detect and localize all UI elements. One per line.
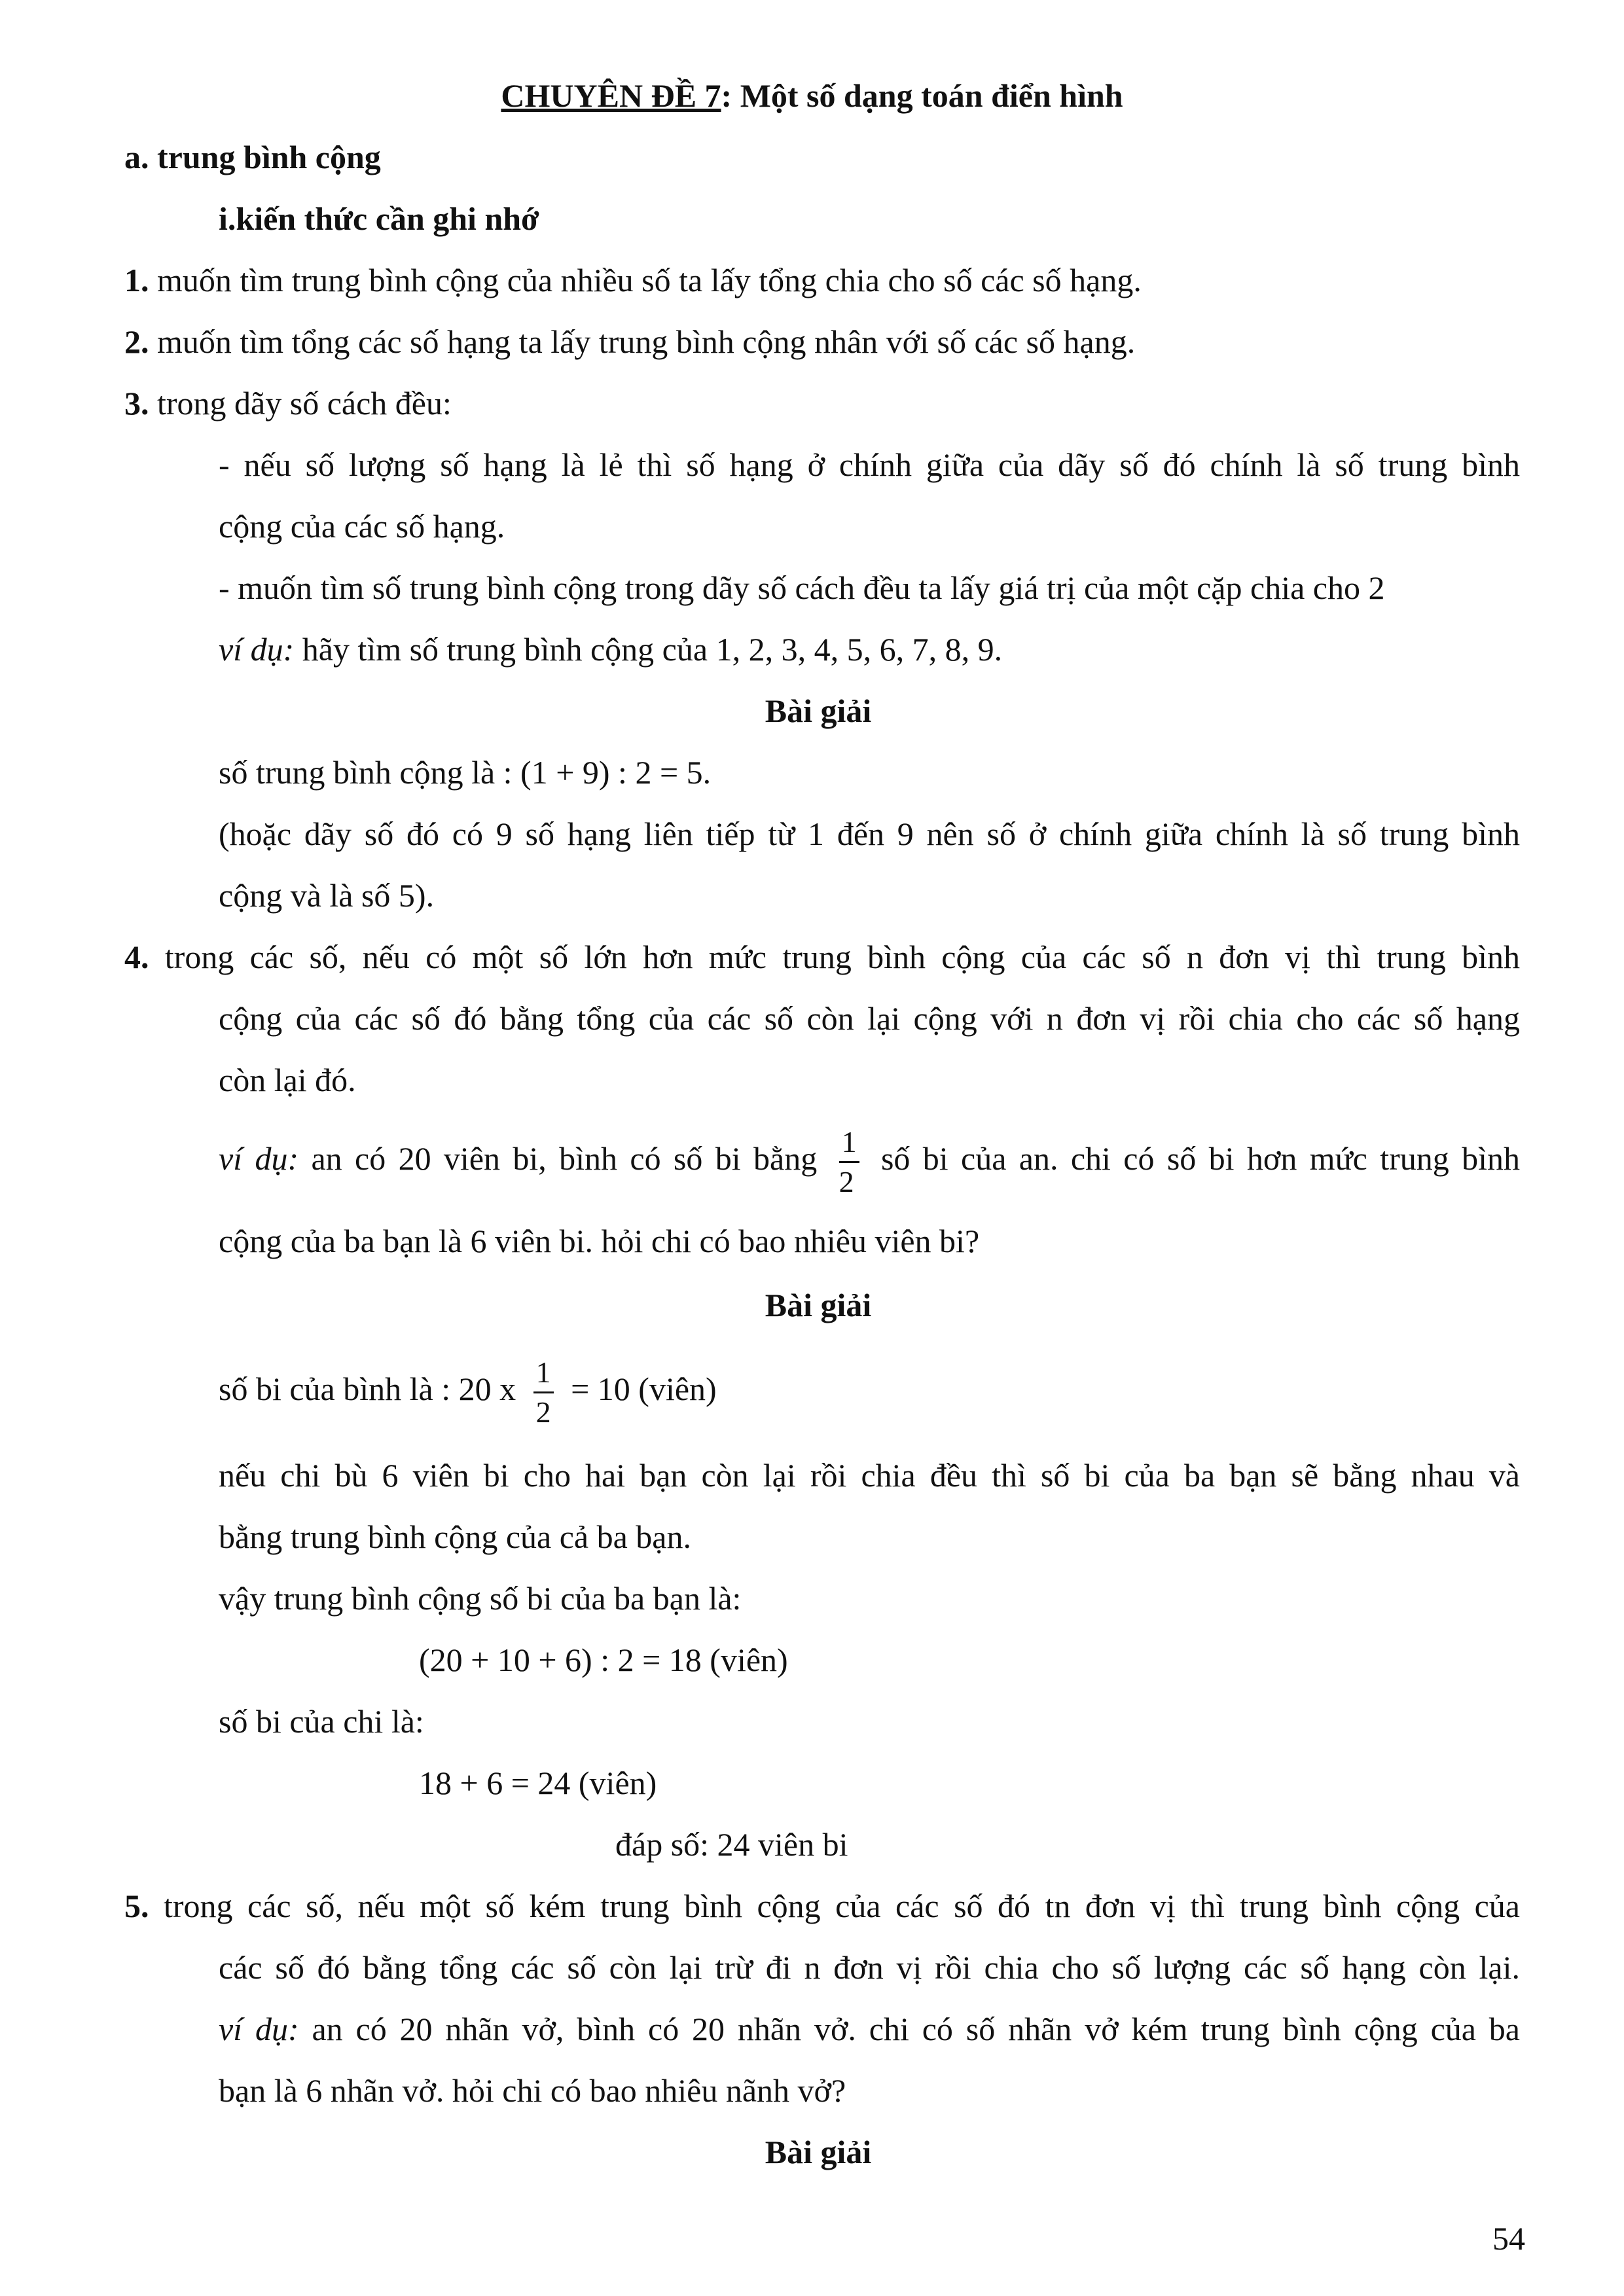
item-number: 3. [124,385,149,422]
item-text: trong các số, nếu một số kém trung bình cộng của các số đó tn đơn vị thì trung bình cộng của [149,1888,1520,1924]
fraction-denominator: 2 [839,1165,854,1199]
item-number: 5. [124,1888,149,1924]
item-text: trong dãy số cách đều: [149,385,452,422]
example-text: hãy tìm số trung bình cộng của 1, 2, 3, 4, 5, 6, 7, 8, 9. [294,631,1003,668]
example-label: ví dụ: [219,631,295,668]
example-label: ví dụ: [219,2011,299,2047]
fraction-one-half [533,1357,554,1427]
item4-solution-para-line1: nếu chi bù 6 viên bi cho hai bạn còn lại rồi chia đều thì số bi của ba bạn sẽ bằng nhau và [219,1457,1520,1494]
rule-item-1 [124,260,1142,300]
page-title [0,76,1624,115]
item3-solution-line1: số trung bình cộng là : (1 + 9) : 2 = 5. [219,754,712,791]
item4-chi-calculation: 18 + 6 = 24 (viên) [419,1765,657,1801]
example-text-after-fraction: số bi của an. chi có số bi hơn mức trung bình [880,1140,1521,1177]
item5-example-line2: bạn là 6 nhãn vở. hỏi chi có bao nhiêu nãnh vở? [219,2072,846,2109]
rule-item-4-line2: cộng của các số đó bằng tổng của các số còn lại cộng với n đơn vị rồi chia cho các số hạng [219,1000,1520,1037]
item4-solution-para-line2: bằng trung bình cộng của cả ba bạn. [219,1518,691,1555]
rule-item-3 [124,384,452,423]
item3-solution-heading: Bài giải [765,692,872,729]
rule-item-4-line3: còn lại đó. [219,1062,356,1098]
fraction-numerator: 1 [839,1127,859,1163]
item4-example-line1 [219,1127,1520,1197]
rule-item-5-line1 [124,1886,1520,1926]
example-text-before-fraction: an có 20 viên bi, bình có số bi bằng [298,1140,818,1177]
fraction-numerator: 1 [533,1357,554,1393]
item3-bullet1-line2: cộng của các số hạng. [219,508,505,545]
section-heading-a: a. trung bình cộng [124,139,381,175]
step1-text-before: số bi của bình là : 20 x [219,1371,516,1407]
step1-text-after: = 10 (viên) [571,1371,717,1407]
item3-bullet1-line1: - nếu số lượng số hạng là lẻ thì số hạng ở chính giữa của dãy số đó chính là số trung bình [219,446,1520,483]
item-text: muốn tìm tổng các số hạng ta lấy trung bình cộng nhân với số các số hạng. [149,323,1136,360]
fraction-denominator: 2 [535,1395,551,1429]
item-number: 2. [124,323,149,360]
item4-average-label: vậy trung bình cộng số bi của ba bạn là: [219,1580,742,1617]
item-text: trong các số, nếu có một số lớn hơn mức trung bình cộng của các số n đơn vị thì trung bình [149,939,1520,975]
item4-chi-label: số bi của chi là: [219,1703,424,1740]
item-text: muốn tìm trung bình cộng của nhiều số ta lấy tổng chia cho số các số hạng. [149,262,1142,298]
page-number: 54 [1492,2220,1525,2257]
fraction-one-half [839,1127,859,1197]
item5-example-line1 [219,2009,1520,2049]
item3-example [219,630,1002,669]
item4-average-calculation: (20 + 10 + 6) : 2 = 18 (viên) [419,1641,788,1678]
title-topic-name: : Một số dạng toán điển hình [721,77,1123,114]
item4-solution-step1 [219,1357,717,1427]
item5-solution-heading: Bài giải [765,2134,872,2170]
item4-answer: đáp số: 24 viên bi [615,1826,848,1863]
item3-solution-line3: cộng và là số 5). [219,877,435,914]
item3-solution-line2: (hoặc dãy số đó có 9 số hạng liên tiếp từ 1 đến 9 nên số ở chính giữa chính là số trung bình [219,816,1520,852]
item-number: 4. [124,939,149,975]
rule-item-5-line2: các số đó bằng tổng các số còn lại trừ đi n đơn vị rồi chia cho số lượng các số hạng còn lại. [219,1949,1520,1986]
example-label: ví dụ: [219,1140,299,1177]
item4-solution-heading: Bài giải [765,1287,872,1323]
item4-example-line2: cộng của ba bạn là 6 viên bi. hỏi chi có bao nhiêu viên bi? [219,1223,980,1259]
item-number: 1. [124,262,149,298]
item3-bullet2: - muốn tìm số trung bình cộng trong dãy số cách đều ta lấy giá trị của một cặp chia cho 2 [219,569,1385,606]
rule-item-2 [124,322,1135,361]
subsection-heading-i: i.kiến thức cần ghi nhớ [219,200,539,237]
example-text: an có 20 nhãn vở, bình có 20 nhãn vở. chi có số nhãn vở kém trung bình cộng của ba [298,2011,1520,2047]
title-topic-number: CHUYÊN ĐỀ 7 [501,77,721,114]
rule-item-4-line1 [124,937,1520,977]
